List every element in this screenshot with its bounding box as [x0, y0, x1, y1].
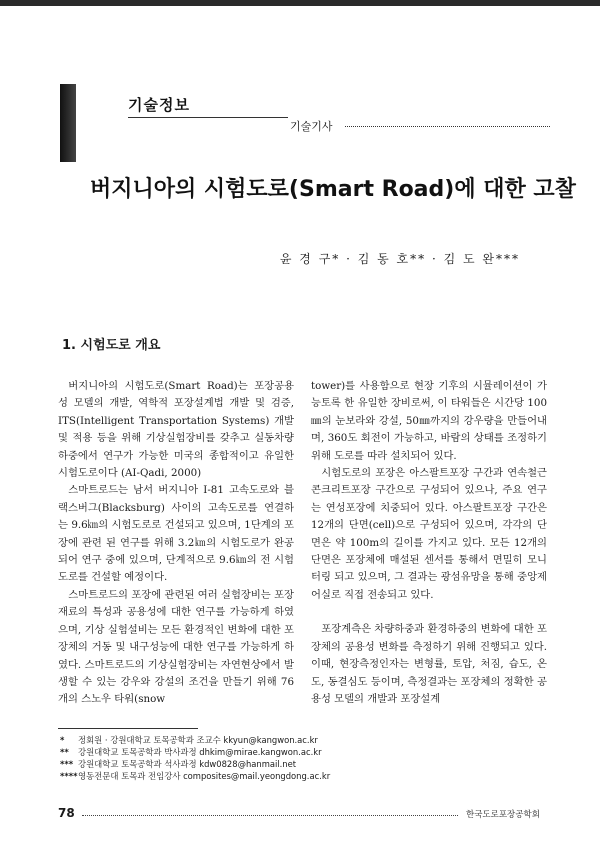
footnotes — [60, 734, 330, 782]
article-title: 버지니아의 시험도로(Smart Road)에 대한 고찰 — [90, 177, 576, 202]
paragraph: 스마트로드의 포장에 관련된 여러 실험장비는 포장재료의 특성과 공용성에 대한 연구를 가능하게 하였으며, 기상 실험설비는 모든 환경적인 변화에 대한 포장체의 거동 및 내구성능에 대한 연구를 가능하게 하였다. 스마트로드의 기상실험장비는 자연현상에서 발생할 수 있는 강우와 강설의 조건을 만들기 위해 76개의 스노우 타워(snow — [58, 588, 294, 706]
dotted-rule — [345, 126, 550, 127]
paragraph: 버지니아의 시험도로(Smart Road)는 포장공용성 모델의 개발, 역학적 포장설계법 개발 및 검증, ITS(Intelligent Transportation Systems) 개발 및 적용 등을 위해 기상실험장비를 갖추고 실동차량하중에서 연구가 가능한 미국의 종합적이고 유일한 시험도로이다 (AI-Qadi, 2000) — [58, 380, 294, 480]
scan-edge — [0, 0, 600, 6]
footnote-mark: *** — [60, 759, 74, 769]
footnote-text: 영동전문대 토목과 전임강사 composites@mail.yeongdong.ac.kr — [78, 771, 331, 781]
paragraph: 스마트로드는 남서 버지니아 I-81 고속도로와 블랙스버그(Blacksburg) 사이의 고속도로를 연결하는 9.6㎞의 시험도로로 건설되고 있으며, 1단계의 포장에 관련 된 연구를 위해 3.2㎞의 시험도로가 완공되어 연구 중에 있으며, 단계적으로 9.6㎞의 전 시험도로를 건설할 예정이다. — [58, 484, 294, 584]
section-rule — [128, 117, 288, 118]
footnote-mark: **** — [60, 771, 78, 781]
section-title: 기술정보 — [128, 96, 190, 114]
footnote-text: 강원대학교 토목공학과 박사과정 dhkim@mirae.kangwon.ac.kr — [78, 747, 322, 757]
paragraph: 시험도로의 포장은 아스팔트포장 구간과 연속철근콘크리트포장 구간으로 구성되어 있으나, 주요 연구는 연성포장에 치중되어 있다. 아스팔트포장 구간은 12개의 단면(cell)으로 구성되어 있으며, 각각의 단면은 약 100m의 길이를 가지고 있다. 모든 12개의 단면은 포장체에 매설된 센서를 통해서 면밀히 모니터링 되고 있으며, 그 결과는 광섬유망을 통해 중앙제어실로 직접 전송되고 있다. — [311, 467, 547, 601]
page-number: 78 — [58, 806, 75, 820]
left-column — [58, 378, 294, 709]
footnote — [60, 734, 330, 746]
footnote-text: 정회원 · 강원대학교 토목공학과 조교수 kkyun@kangwon.ac.kr — [78, 735, 318, 745]
footnote — [60, 770, 330, 782]
footer-rule — [82, 815, 458, 816]
publisher-name: 한국도로포장공학회 — [466, 810, 540, 820]
right-column — [311, 378, 547, 708]
footnote-rule — [58, 728, 198, 729]
paragraph: tower)를 사용함으로 현장 기후의 시뮬레이션이 가능토록 한 유일한 장비로써, 이 타워들은 시간당 100㎜의 눈보라와 강설, 50㎜까지의 강우량을 만들어내며, 360도 회전이 가능하고, 바람의 상태를 조정하기 위해 도로를 따라 설치되어 있다. — [311, 380, 547, 462]
header-accent-bar — [60, 84, 76, 162]
footnote-mark: ** — [60, 747, 69, 757]
section-heading: 1. 시험도로 개요 — [62, 338, 161, 353]
footnote-mark: * — [60, 735, 65, 745]
author-line: 윤 경 구* · 김 동 호** · 김 도 완*** — [279, 252, 520, 266]
paragraph: 포장계측은 차량하중과 환경하중의 변화에 대한 포장체의 공용성 변화를 측정하기 위해 진행되고 있다. 이때, 현장측정인자는 변형률, 토압, 처짐, 습도, 온도, 동결심도 등이며, 측정결과는 포장체의 정확한 공용성 모델의 개발과 포장설계 — [311, 623, 547, 705]
footnote — [60, 758, 330, 770]
footnote — [60, 746, 330, 758]
section-subtitle: 기술기사 — [290, 120, 333, 133]
footnote-text: 강원대학교 토목공학과 석사과정 kdw0828@hanmail.net — [78, 759, 297, 769]
